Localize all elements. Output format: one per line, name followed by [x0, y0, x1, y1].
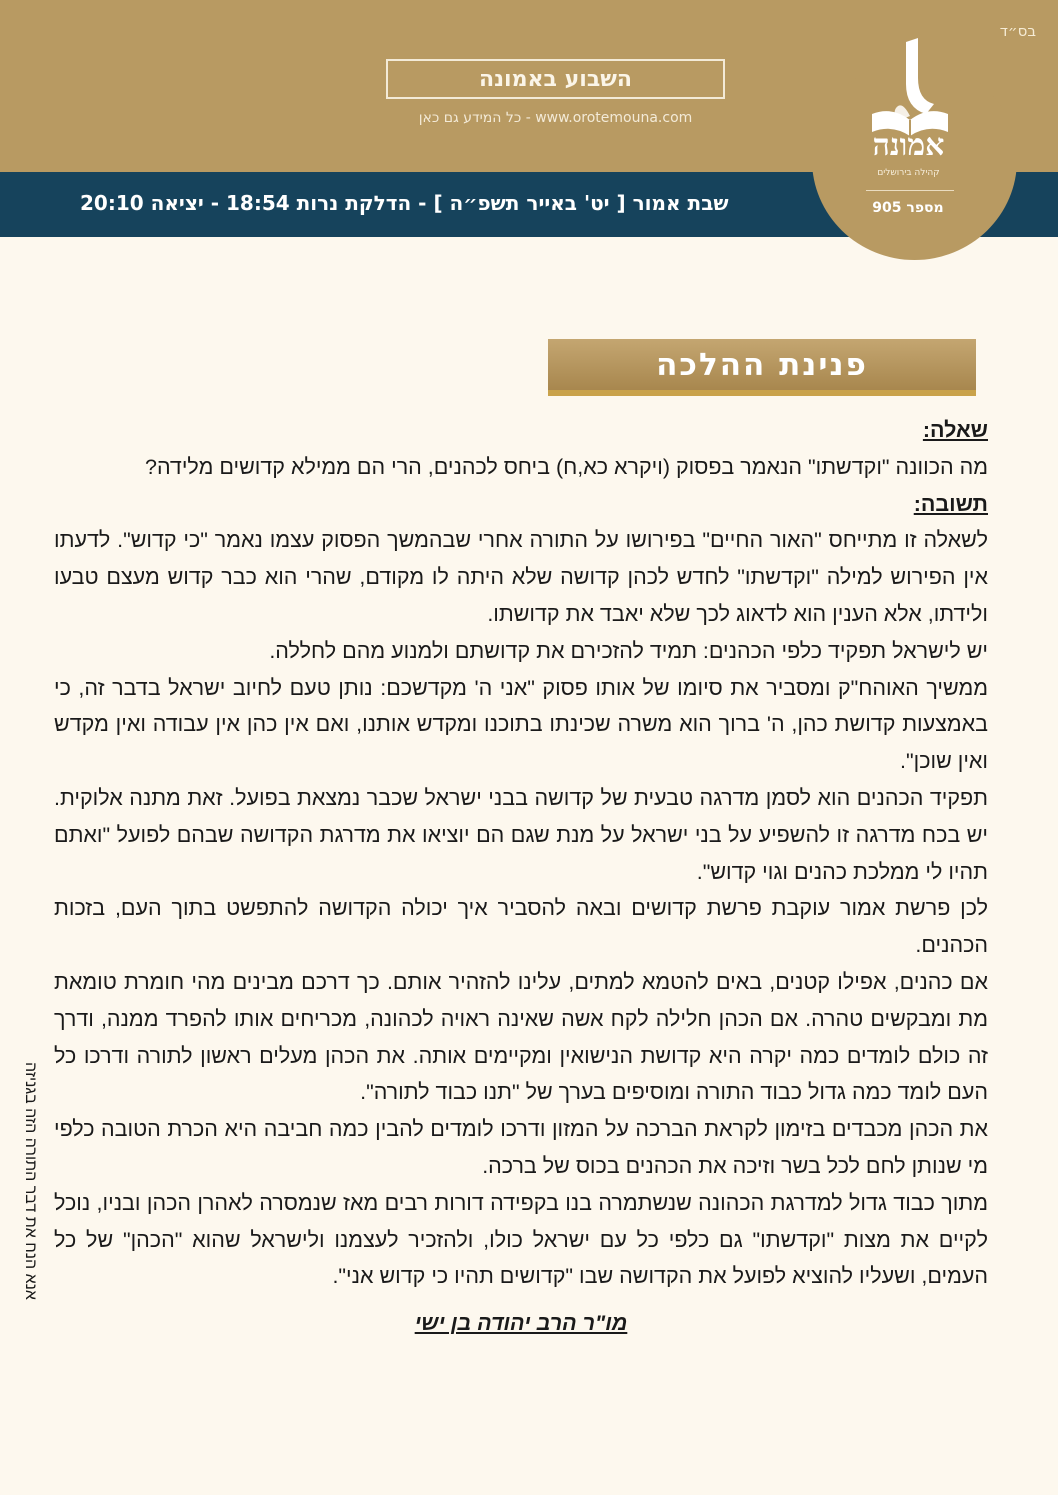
shabbat-times: שבת אמור [ יט' באייר תשפ״ה ] - הדלקת נרות 18:54 - יציאה 20:10	[80, 191, 729, 215]
bsd-mark: בס״ד	[999, 22, 1036, 40]
answer-heading: תשובה:	[913, 491, 988, 516]
answer-paragraph: ממשיך האוהח"ק ומסביר את סיומו של אותו פסוק "אני ה' מקדשכם: נותן טעם לחיוב ישראל בדבר זה, כי באמצעות קדושת כהן, ה' ברוך הוא משרה שכינתו בתוכנו ומקדש אותנו, ואם אין כהן אין עבודה ואין מקדש ואין שוכן".	[54, 675, 988, 774]
answer-paragraph: יש לישראל תפקיד כלפי הכהנים: תמיד להזכירם את קדושתם ולמנוע מהם לחללה.	[269, 638, 988, 663]
answer-paragraph: אם כהנים, אפילו קטנים, באים להטמא למתים, עלינו להזהיר אותם. כך דרכם מבינים מהי חומרת טומאת מת ומבקשים טהרה. אם הכהן חלילה לקח אשה שאינה ראויה לכהונה, מכריחים אותו להפרד ממנה, ודרך זה כולם לומדים כמה יקרה היא קדושת הנישואין ומקיימים אותה. את הכהן מעלים ראשון לתורה ודרכו כל העם לומד כמה גדול כבוד התורה ומוסיפים בערך של "תנו כבוד לתורה".	[54, 969, 988, 1105]
geniza-note: אנא הנח את דבר התורה הזה בגניזה	[22, 1062, 39, 1300]
answer-paragraph: לכן פרשת אמור עוקבת פרשת קדושים ובאה להסביר איך יכולה הקדושה להתפשט בתוך העם, בזכות הכהנים.	[54, 896, 988, 958]
answer-paragraph: לשאלה זו מתייחס "האור החיים" בפירושו על התורה אחרי שבהמשך הפסוק עצמו נאמר "כי קדוש". לדעתו אין הפירוש למילה "וקדשתו" לחדש לכהן קדושה שלא היתה לו מקודם, שהרי הוא כבר קדוש מעצם טבעו ולידתו, אלא הענין הוא לדאוג לכך שלא יאבד את קדושתו.	[54, 528, 988, 626]
lamed-book-icon	[862, 38, 958, 188]
issue-number: מספר 905	[872, 200, 944, 216]
logo-divider	[866, 190, 954, 191]
question-text: מה הכוונה "וקדשתו" הנאמר בפסוק (ויקרא כא,ח) ביחס לכהנים, הרי הם ממילא קדושים מלידה?	[144, 454, 988, 479]
website-tagline: www.orotemouna.com - כל המידע גם כאן	[418, 110, 693, 126]
author-signature: מו"ר הרב יהודה בן ישי	[414, 1311, 628, 1336]
article-body	[54, 412, 988, 1342]
newsletter-title: השבוע באמונה	[386, 59, 725, 99]
answer-paragraph: תפקיד הכהנים הוא לסמן מדרגה טבעית של קדושה בבני ישראל שכבר נמצאת בפועל. זאת מתנה אלוקית. יש בכח מדרגה זו להשפיע על בני ישראל על מנת שגם הם יוציאו את מדרגת הקדושה שבהם לפועל "ואתם תהיו לי ממלכת כהנים וגוי קדוש".	[54, 785, 988, 884]
answer-paragraph: את הכהן מכבדים בזימון לקראת הברכה על המזון ודרכו לומדים להבין כמה חביבה היא הכרת הטובה כלפי מי שנותן לחם לכל בשר וזיכה את הכהנים בכוס של ברכה.	[54, 1117, 988, 1178]
logo-subtitle: קהילה בירושלים	[877, 168, 940, 178]
logo-wordmark: אמונה	[872, 128, 945, 163]
question-heading: שאלה:	[922, 418, 988, 442]
answer-paragraph: מתוך כבוד גדול למדרגת הכהונה שנשתמרה בנו בקפידה דורות רבים מאז שנמסרה לאהרן הכהן ובניו, נוכל לקיים את מצות "וקדשתו" גם כלפי כל עם ישראל כולו, ולהזכיר לעצמנו ולישראל שהוא "הכהן" של כל העמים, ושעליו להוציא לפועל את הקדושה שבו "קדושים תהיו כי קדוש אני".	[54, 1190, 988, 1289]
section-title: פנינת ההלכה	[548, 339, 976, 396]
